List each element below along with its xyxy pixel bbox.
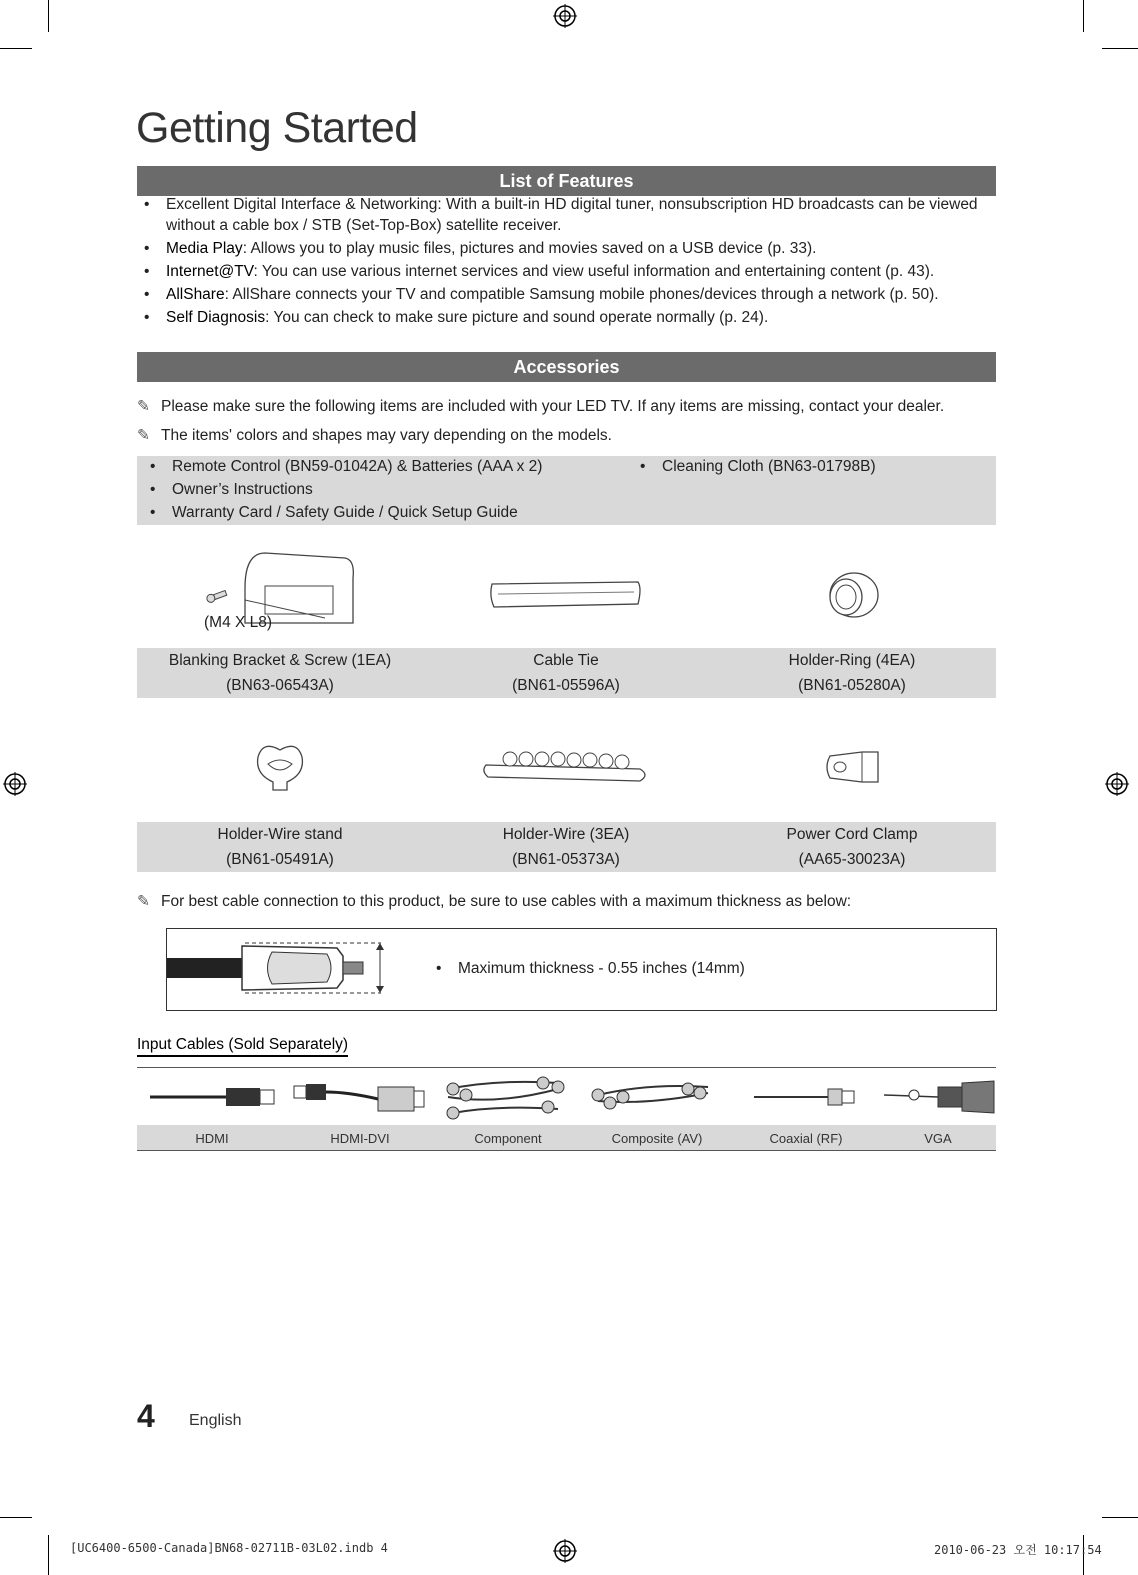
accessory-caption: Cable Tie (BN61-05596A) xyxy=(512,652,620,694)
cable-label: HDMI xyxy=(195,1131,229,1146)
divider xyxy=(137,1067,996,1068)
page-number: 4 xyxy=(137,1398,155,1434)
page-title: Getting Started xyxy=(136,104,418,152)
registration-mark-icon xyxy=(553,1539,577,1563)
component-cable-icon xyxy=(447,1077,564,1119)
cable-label: Component xyxy=(474,1131,542,1146)
note: ✎ Please make sure the following items are included with your LED TV. If any items are missing, contact your dealer. xyxy=(137,398,945,415)
note: ✎ The items' colors and shapes may vary depending on the models. xyxy=(137,427,612,444)
input-cables-image xyxy=(148,1075,998,1123)
hdmi-dvi-cable-icon xyxy=(294,1084,424,1111)
note: ✎ For best cable connection to this product, be sure to use cables with a maximum thickness as below: xyxy=(137,893,852,910)
cable-label: Coaxial (RF) xyxy=(769,1131,843,1146)
list-item: • Cleaning Cloth (BN63-01798B) xyxy=(640,458,876,476)
accessory-caption: Holder-Wire stand (BN61-05491A) xyxy=(217,826,343,868)
hdmi-cable-icon xyxy=(150,1088,274,1106)
max-thickness-text: • Maximum thickness - 0.55 inches (14mm) xyxy=(436,960,745,978)
pencil-note-icon: ✎ xyxy=(137,427,150,444)
crop-mark xyxy=(1102,1517,1138,1518)
crop-mark xyxy=(0,48,32,49)
cable-label: HDMI-DVI xyxy=(330,1131,390,1146)
accessory-caption: Power Cord Clamp (AA65-30023A) xyxy=(786,826,918,868)
registration-mark-icon xyxy=(3,772,27,796)
holder-wire-stand-image xyxy=(253,742,307,794)
crop-mark xyxy=(0,1517,32,1518)
list-item: • AllShare: AllShare connects your TV and compatible Samsung mobile phones/devices through a network (p. 50). xyxy=(144,284,994,305)
list-item: • Internet@TV: You can use various internet services and view useful information and entertaining content (p. 43). xyxy=(144,261,994,282)
vga-cable-icon xyxy=(884,1081,994,1113)
registration-mark-icon xyxy=(553,4,577,28)
accessory-caption: Holder-Ring (4EA) (BN61-05280A) xyxy=(788,652,916,694)
pencil-note-icon: ✎ xyxy=(137,893,150,910)
accessories-heading: Accessories xyxy=(137,352,996,382)
list-item: • Excellent Digital Interface & Networking: With a built-in HD digital tuner, nonsubscription HD broadcasts can be viewed without a cable box / STB (Set-Top-Box) satellite receiver. xyxy=(144,194,994,236)
holder-ring-image xyxy=(824,570,880,620)
crop-mark xyxy=(1102,48,1138,49)
accessory-caption: Holder-Wire (3EA) (BN61-05373A) xyxy=(502,826,630,868)
list-item: • Warranty Card / Safety Guide / Quick Setup Guide xyxy=(150,504,518,522)
list-item: • Self Diagnosis: You can check to make sure picture and sound operate normally (p. 24). xyxy=(144,307,994,328)
screw-size-label: (M4 X L8) xyxy=(204,614,273,631)
accessory-caption: Blanking Bracket & Screw (1EA) (BN63-06543A) xyxy=(168,652,392,694)
features-list xyxy=(144,194,994,330)
features-heading: List of Features xyxy=(137,166,996,196)
pencil-note-icon: ✎ xyxy=(137,398,150,415)
cable-thickness-image xyxy=(167,938,392,998)
crop-mark xyxy=(48,0,49,32)
coaxial-cable-icon xyxy=(754,1089,854,1105)
cable-tie-image xyxy=(488,578,644,612)
list-item: • Remote Control (BN59-01042A) & Batteries (AAA x 2) xyxy=(150,458,542,476)
holder-wire-image xyxy=(480,745,652,785)
list-item: • Owner’s Instructions xyxy=(150,481,313,499)
footer-timestamp: 2010-06-23 오전 10:17:54 xyxy=(934,1543,1102,1557)
power-cord-clamp-image xyxy=(822,748,882,786)
crop-mark xyxy=(48,1535,49,1575)
cable-label: Composite (AV) xyxy=(611,1131,703,1146)
cable-label: VGA xyxy=(924,1131,952,1146)
list-item: • Media Play: Allows you to play music files, pictures and movies saved on a USB device (p. 33). xyxy=(144,238,994,259)
language-label: English xyxy=(189,1412,242,1429)
footer-file-info: [UC6400-6500-Canada]BN68-02711B-03L02.indb 4 xyxy=(70,1541,388,1555)
registration-mark-icon xyxy=(1105,772,1129,796)
composite-cable-icon xyxy=(592,1083,708,1109)
crop-mark xyxy=(1083,0,1084,32)
input-cables-heading: Input Cables (Sold Separately) xyxy=(137,1036,348,1057)
